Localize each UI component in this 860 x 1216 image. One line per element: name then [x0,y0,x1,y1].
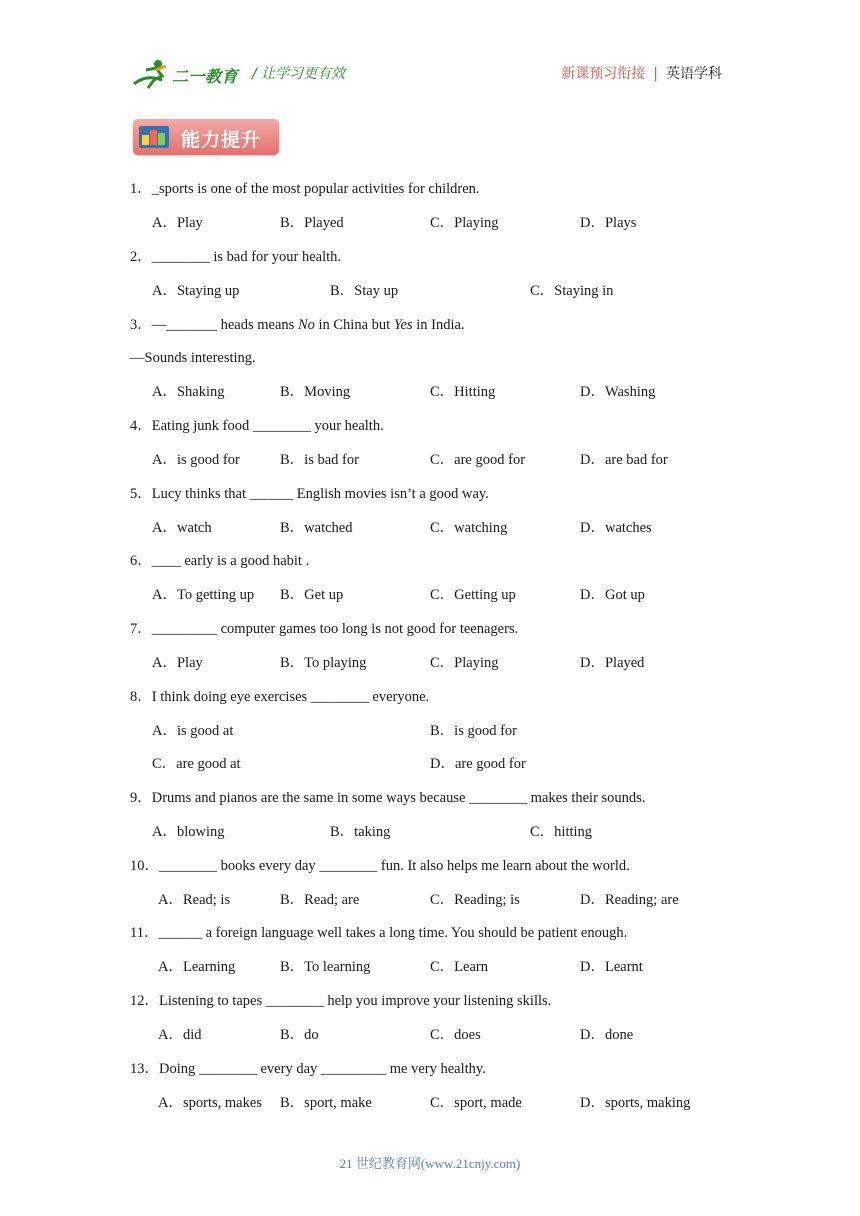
header-course-info [561,63,722,83]
q11-option-b: B．To learning [280,959,371,975]
q10-option-d: D．Reading; are [580,892,679,908]
q8-option-c: C．are good at [152,756,241,772]
q7-option-d: D．Played [580,655,645,671]
q12-option-d: D．done [580,1027,634,1043]
q10-option-c: C．Reading; is [430,892,520,908]
q9-option-b: B．taking [330,824,391,840]
q4-option-d: D．are bad for [580,452,668,468]
q4-option-a: A．is good for [152,452,240,468]
q6-option-a: A．To getting up [152,587,255,603]
q7-option-c: C．Playing [430,655,499,671]
section-title: 能力提升 [181,129,262,151]
q9-option-a: A．blowing [152,824,225,840]
page-footer[interactable]: 21 世纪教育网(www.21cnjy.com) [339,1156,521,1171]
question-7-stem: 7．_________ computer games too long is not good for teenagers. [130,621,519,637]
question-5-stem: 5．Lucy thinks that ______ English movies isn’t a good way. [130,486,489,502]
q9-option-c: C．hitting [530,824,593,840]
q3-option-c: C．Hitting [430,384,496,400]
q1-option-d: D．Plays [580,215,637,231]
question-11-stem: 11．______ a foreign language well takes a long time. You should be patient enough. [130,925,628,941]
question-4-stem: 4．Eating junk food ________ your health. [130,418,384,434]
logo-text: 二一教育 [172,67,239,86]
question-9-stem: 9．Drums and pianos are the same in some ways because ________ makes their sounds. [130,790,646,806]
q8-option-b: B．is good for [430,723,517,739]
q1-option-c: C．Playing [430,215,499,231]
q2-option-b: B．Stay up [330,283,399,299]
q12-option-a: A．did [158,1027,202,1043]
q7-option-a: A．Play [152,655,203,671]
q12-option-b: B．do [280,1027,319,1043]
q3-stem-part: 3．—_______ heads means [130,317,298,333]
question-3-stem [130,316,465,334]
q11-option-a: A．Learning [158,959,236,975]
q5-option-c: C．watching [430,520,508,536]
question-6-stem: 6．____ early is a good habit . [130,553,310,569]
question-2-stem: 2．________ is bad for your health. [130,249,342,265]
q3-option-a: A．Shaking [152,384,225,400]
q1-option-b: B．Played [280,215,344,231]
q3-option-b: B．Moving [280,384,351,400]
section-banner [133,119,279,155]
question-12-stem: 12．Listening to tapes ________ help you improve your listening skills. [130,993,552,1009]
course-name: 新课预习衔接 [561,66,646,82]
q6-option-b: B．Get up [280,587,344,603]
q2-option-a: A．Staying up [152,283,240,299]
q13-option-b: B．sport, make [280,1095,372,1111]
q2-option-c: C．Staying in [530,283,614,299]
bar-chart-icon [139,126,169,148]
q3-stem-italic-yes: Yes [393,317,413,333]
subject-name: 英语学科 [666,66,722,82]
q8-option-d: D．are good for [430,756,526,772]
question-13-stem: 13．Doing ________ every day _________ me very healthy. [130,1061,486,1077]
q5-option-d: D．watches [580,520,652,536]
q6-option-c: C．Getting up [430,587,516,603]
q1-option-a: A．Play [152,215,203,231]
q7-option-b: B．To playing [280,655,367,671]
q5-option-a: A．watch [152,520,212,536]
q3-option-d: D．Washing [580,384,656,400]
q3-stem-part: in China but [314,317,394,333]
q4-option-b: B．is bad for [280,452,359,468]
question-8-stem: 8．I think doing eye exercises ________ everyone. [130,689,430,705]
q10-option-b: B．Read; are [280,892,360,908]
question-3-reply: —Sounds interesting. [130,350,256,366]
question-10-stem: 10．________ books every day ________ fun. It also helps me learn about the world. [130,858,630,874]
q4-option-c: C．are good for [430,452,526,468]
q11-option-c: C．Learn [430,959,488,975]
q11-option-d: D．Learnt [580,959,643,975]
q13-option-a: A．sports, makes [158,1095,262,1111]
slogan: / 让学习更有效 [252,66,346,82]
q13-option-c: C．sport, made [430,1095,522,1111]
q3-stem-italic-no: No [297,317,315,333]
header-separator: | [653,66,658,82]
q5-option-b: B．watched [280,520,353,536]
question-1-stem: 1．_sports is one of the most popular activities for children. [130,181,480,197]
page-header [0,0,860,100]
q10-option-a: A．Read; is [158,892,231,908]
q12-option-c: C．does [430,1027,481,1043]
q13-option-d: D．sports, making [580,1095,691,1111]
q8-option-a: A．is good at [152,723,234,739]
q3-stem-part: in India. [412,317,465,333]
q6-option-d: D．Got up [580,587,645,603]
